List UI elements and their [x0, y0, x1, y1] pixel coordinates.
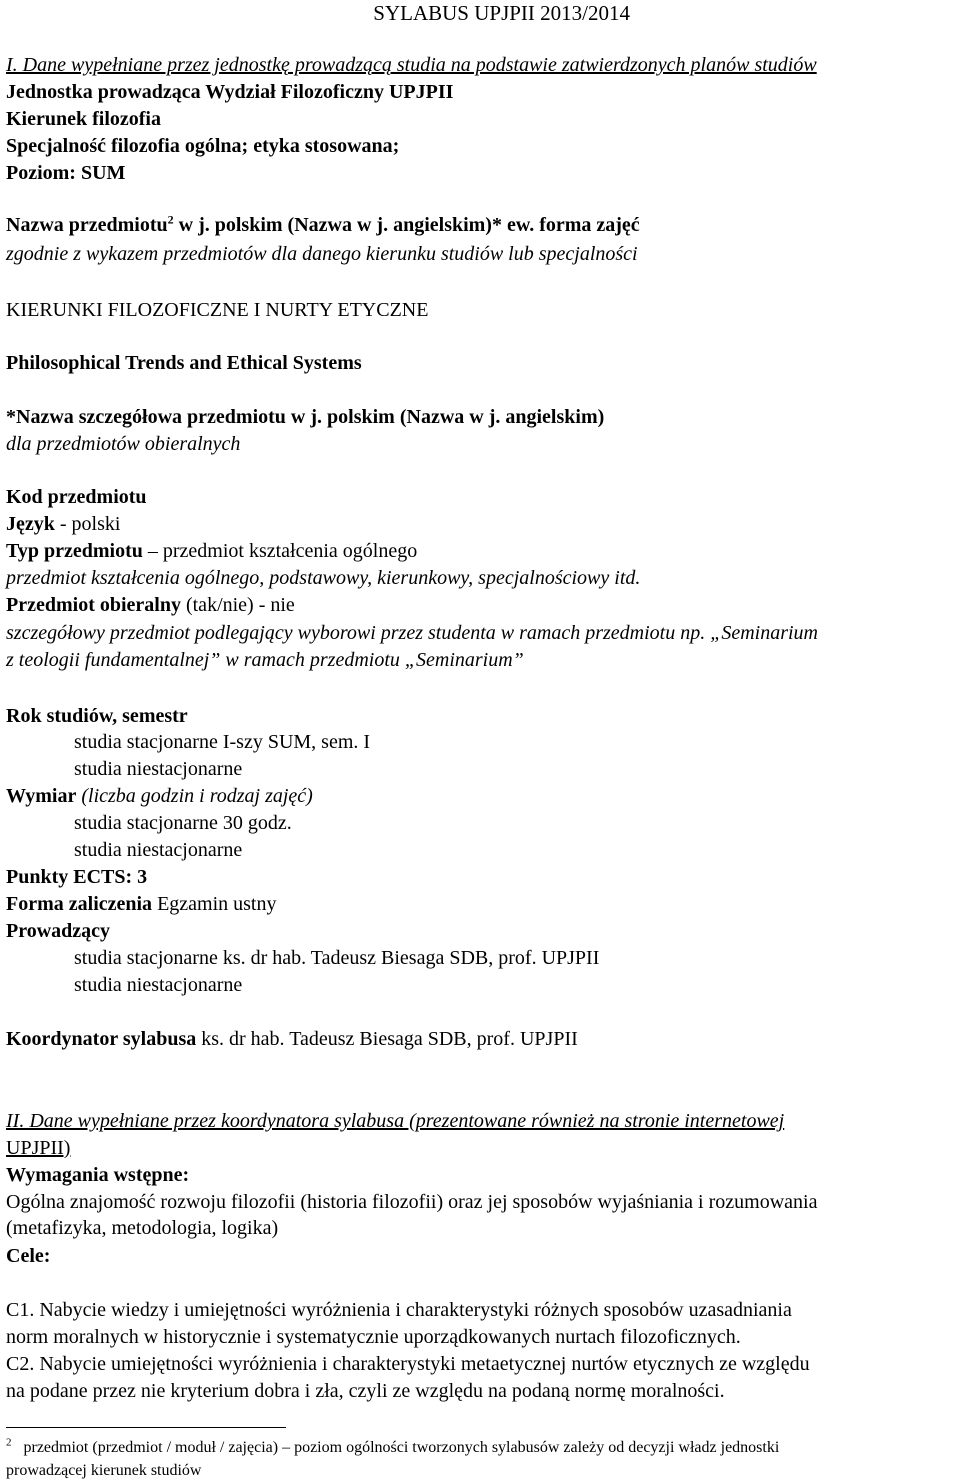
- direction-line: Kierunek filozofia: [6, 108, 161, 130]
- footnote-line-1: $^2$ przedmiot (przedmiot / moduł / zajęcia) – poziom ogólności tworzonych sylabusów zależy od decyzji władz jednostki: [6, 1436, 780, 1456]
- coordinator-line: Koordynator sylabusa ks. dr hab. Tadeusz Biesaga SDB, prof. UPJPII: [6, 1028, 578, 1050]
- section-1-title: I. Dane wypełniane przez jednostkę prowadzącą studia na podstawie zatwierdzonych planów studiów: [6, 54, 817, 76]
- teacher-full-time: studia stacjonarne ks. dr hab. Tadeusz Biesaga SDB, prof. UPJPII: [74, 947, 600, 969]
- elective-note-1: szczegółowy przedmiot podlegający wyborowi przez studenta w ramach przedmiotu np. „Seminarium: [6, 622, 819, 644]
- specialty-line: Specjalność filozofia ogólna; etyka stosowana;: [6, 135, 400, 157]
- level-line: Poziom: SUM: [6, 162, 126, 184]
- goal-c2-line-2: na podane przez nie kryterium dobra i zła, czyli ze względu na podaną normę moralności.: [6, 1380, 725, 1402]
- goal-c1-line-2: norm moralnych w historycznie i systematycznie uporządkowanych nurtach filozoficznych.: [6, 1326, 741, 1348]
- section-2-title-1: II. Dane wypełniane przez koordynatora sylabusa (prezentowane również na stronie internetowej: [6, 1110, 785, 1132]
- year-part-time: studia niestacjonarne: [74, 758, 243, 780]
- page-header: SYLABUS UPJPII 2013/2014: [373, 1, 630, 25]
- year-full-time: studia stacjonarne I-szy SUM, sem. I: [74, 731, 371, 753]
- footnote-ref: 2: [167, 212, 174, 227]
- footnote-divider: [6, 1427, 286, 1428]
- hours-line: Wymiar (liczba godzin i rodzaj zajęć): [6, 785, 313, 807]
- goal-c1-line-1: C1. Nabycie wiedzy i umiejętności wyróżnienia i charakterystyki różnych sposobów uzasadniania: [6, 1299, 792, 1321]
- code-label: Kod przedmiotu: [6, 486, 147, 508]
- type-note: przedmiot kształcenia ogólnego, podstawowy, kierunkowy, specjalnościowy itd.: [6, 567, 641, 589]
- footnote-marker: 2: [6, 1436, 12, 1449]
- unit-line: Jednostka prowadząca Wydział Filozoficzny UPJPII: [6, 81, 454, 103]
- prerequisites-text-2: (metafizyka, metodologia, logika): [6, 1217, 279, 1239]
- language-line: Język - polski: [6, 513, 121, 535]
- detailed-name-note: dla przedmiotów obieralnych: [6, 433, 241, 455]
- subject-name-note: zgodnie z wykazem przedmiotów dla danego kierunku studiów lub specjalności: [6, 243, 638, 265]
- subject-name-pl: KIERUNKI FILOZOFICZNE I NURTY ETYCZNE: [6, 299, 429, 321]
- type-line: Typ przedmiotu – przedmiot kształcenia ogólnego: [6, 540, 418, 562]
- year-label: Rok studiów, semestr: [6, 705, 188, 727]
- goal-c2-line-1: C2. Nabycie umiejętności wyróżnienia i charakterystyki metaetycznej nurtów etycznych ze względu: [6, 1353, 810, 1375]
- elective-note-2: z teologii fundamentalnej” w ramach przedmiotu „Seminarium”: [6, 649, 524, 671]
- detailed-name-label: *Nazwa szczegółowa przedmiotu w j. polskim (Nazwa w j. angielskim): [6, 406, 605, 428]
- goals-label: Cele:: [6, 1245, 51, 1267]
- subject-name-en: Philosophical Trends and Ethical Systems: [6, 352, 362, 374]
- prerequisites-text-1: Ogólna znajomość rozwoju filozofii (historia filozofii) oraz jej sposobów wyjaśniania i rozumowania: [6, 1191, 818, 1213]
- ects-line: Punkty ECTS: 3: [6, 866, 148, 888]
- hours-part-time: studia niestacjonarne: [74, 839, 243, 861]
- elective-line: Przedmiot obieralny (tak/nie) - nie: [6, 594, 295, 616]
- assessment-line: Forma zaliczenia Egzamin ustny: [6, 893, 277, 915]
- teacher-part-time: studia niestacjonarne: [74, 974, 243, 996]
- section-2-title-2: UPJPII): [6, 1137, 71, 1159]
- footnote-line-2: prowadzącej kierunek studiów: [6, 1462, 202, 1479]
- subject-name-label: Nazwa przedmiotu$^2$ w j. polskim (Nazwa w j. angielskim)* ew. forma zajęć: [6, 212, 640, 236]
- teacher-label: Prowadzący: [6, 920, 111, 942]
- prerequisites-label: Wymagania wstępne:: [6, 1164, 190, 1186]
- hours-full-time: studia stacjonarne 30 godz.: [74, 812, 292, 834]
